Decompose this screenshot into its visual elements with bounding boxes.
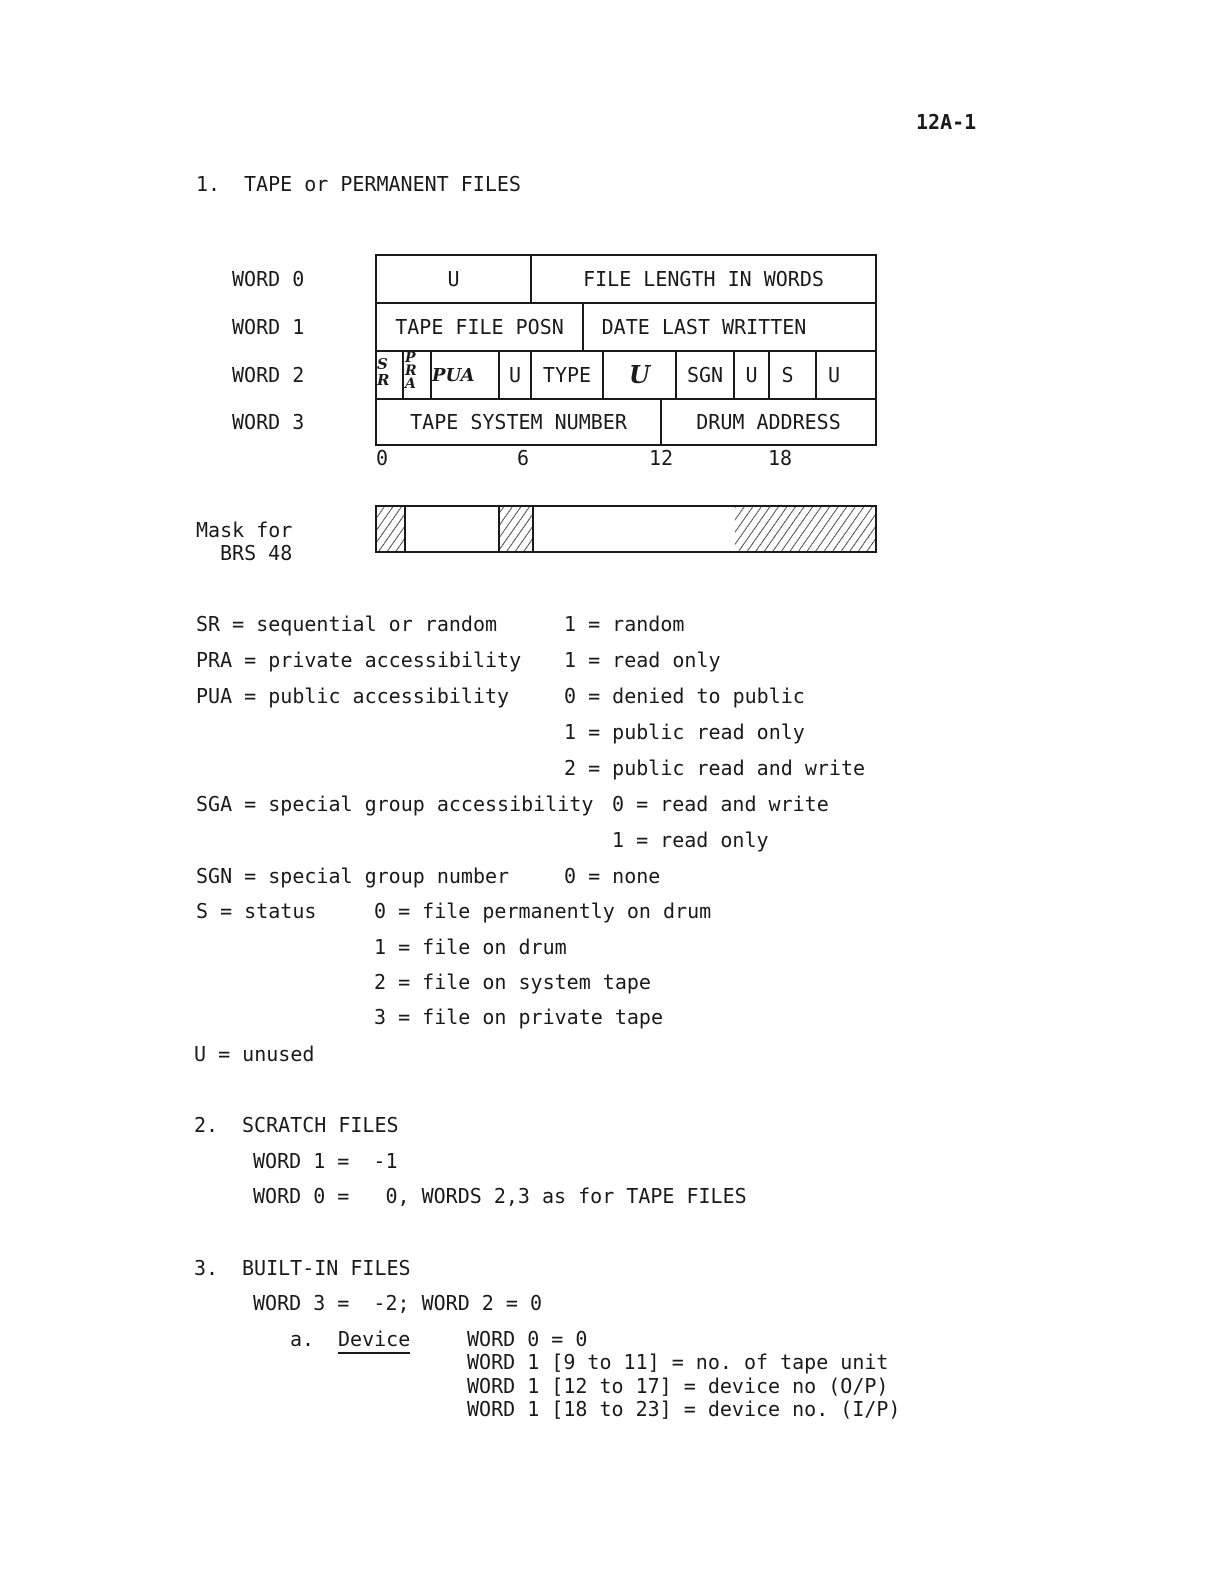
word3-field-drum-address: DRUM ADDRESS bbox=[696, 410, 841, 434]
def-s-value-3: 3 = file on private tape bbox=[374, 1005, 663, 1029]
def-s-value-1: 1 = file on drum bbox=[374, 935, 567, 959]
section3-sub-a-label: Device bbox=[338, 1329, 410, 1354]
def-pra: PRA = private accessibility bbox=[196, 648, 522, 672]
section2-line2: WORD 0 = 0, WORDS 2,3 as for TAPE FILES bbox=[253, 1184, 747, 1208]
word2-field-type: TYPE bbox=[542, 363, 592, 387]
word2-field-pua: PUA bbox=[432, 365, 475, 386]
def-sga: SGA = special group accessibility bbox=[196, 792, 594, 816]
page-number: 12A-1 bbox=[916, 110, 977, 134]
word1-field-tape-file-posn: TAPE FILE POSN bbox=[395, 315, 564, 339]
word2-field-unused-4: U bbox=[827, 363, 841, 387]
word3-field-tape-system-number: TAPE SYSTEM NUMBER bbox=[410, 410, 627, 434]
word2-divider bbox=[402, 350, 404, 400]
bit-label-18: 18 bbox=[768, 446, 793, 470]
word2-field-pra: P R A bbox=[405, 350, 417, 392]
def-sr-value: 1 = random bbox=[564, 612, 685, 636]
def-s-value-0: 0 = file permanently on drum bbox=[374, 899, 712, 923]
word2-label: WORD 2 bbox=[232, 363, 305, 387]
word2-field-sr: S R bbox=[377, 355, 390, 389]
def-sr: SR = sequential or random bbox=[196, 612, 498, 636]
word2-field-status: S bbox=[781, 363, 794, 387]
section2-title: SCRATCH FILES bbox=[242, 1113, 399, 1137]
def-sga-value-0: 0 = read and write bbox=[612, 792, 829, 816]
word0-label: WORD 0 bbox=[232, 267, 305, 291]
device-line-2: WORD 1 [12 to 17] = device no (O/P) bbox=[467, 1374, 889, 1398]
word1-field-date-last-written: DATE LAST WRITTEN bbox=[601, 315, 807, 339]
def-sgn: SGN = special group number bbox=[196, 864, 510, 888]
mask-label-line1: Mask for bbox=[196, 518, 293, 542]
def-sga-value-1: 1 = read only bbox=[612, 828, 769, 852]
device-line-3: WORD 1 [18 to 23] = device no. (I/P) bbox=[467, 1397, 901, 1421]
section3-number: 3. bbox=[194, 1256, 219, 1280]
bit-label-12: 12 bbox=[649, 446, 674, 470]
section3-sub-a-number: a. bbox=[290, 1327, 315, 1351]
word0-field-file-length: FILE LENGTH IN WORDS bbox=[583, 267, 824, 291]
device-line-0: WORD 0 = 0 bbox=[467, 1327, 588, 1351]
word1-label: WORD 1 bbox=[232, 315, 305, 339]
word2-field-unused-3: U bbox=[745, 363, 758, 387]
section2-number: 2. bbox=[194, 1113, 219, 1137]
def-u: U = unused bbox=[194, 1042, 315, 1066]
def-s-value-2: 2 = file on system tape bbox=[374, 970, 651, 994]
def-pua-value-0: 0 = denied to public bbox=[564, 684, 805, 708]
mask-divider bbox=[404, 505, 406, 553]
word3-label: WORD 3 bbox=[232, 410, 305, 434]
bit-label-6: 6 bbox=[517, 446, 530, 470]
word0-field-unused: U bbox=[447, 267, 460, 291]
def-s: S = status bbox=[196, 899, 317, 923]
mask-divider bbox=[532, 505, 534, 553]
bit-label-0: 0 bbox=[376, 446, 389, 470]
mask-hatch-1 bbox=[377, 507, 404, 551]
mask-hatch-2 bbox=[500, 507, 532, 551]
section3-title: BUILT-IN FILES bbox=[242, 1256, 411, 1280]
def-pua-value-2: 2 = public read and write bbox=[564, 756, 866, 780]
word2-field-unused-2: U bbox=[629, 360, 650, 389]
mask-hatch-3 bbox=[735, 507, 875, 551]
mask-label-line2: BRS 48 bbox=[220, 541, 293, 565]
section2-line1: WORD 1 = -1 bbox=[253, 1149, 398, 1173]
word2-field-unused-1: U bbox=[508, 363, 522, 387]
section1-title: TAPE or PERMANENT FILES bbox=[244, 172, 521, 196]
section1-number: 1. bbox=[196, 172, 221, 196]
word2-field-sgn: SGN bbox=[686, 363, 724, 387]
def-pua: PUA = public accessibility bbox=[196, 684, 510, 708]
def-pua-value-1: 1 = public read only bbox=[564, 720, 805, 744]
section3-line1: WORD 3 = -2; WORD 2 = 0 bbox=[253, 1291, 542, 1315]
def-pra-value: 1 = read only bbox=[564, 648, 721, 672]
def-sgn-value: 0 = none bbox=[564, 864, 661, 888]
device-line-1: WORD 1 [9 to 11] = no. of tape unit bbox=[467, 1350, 889, 1374]
